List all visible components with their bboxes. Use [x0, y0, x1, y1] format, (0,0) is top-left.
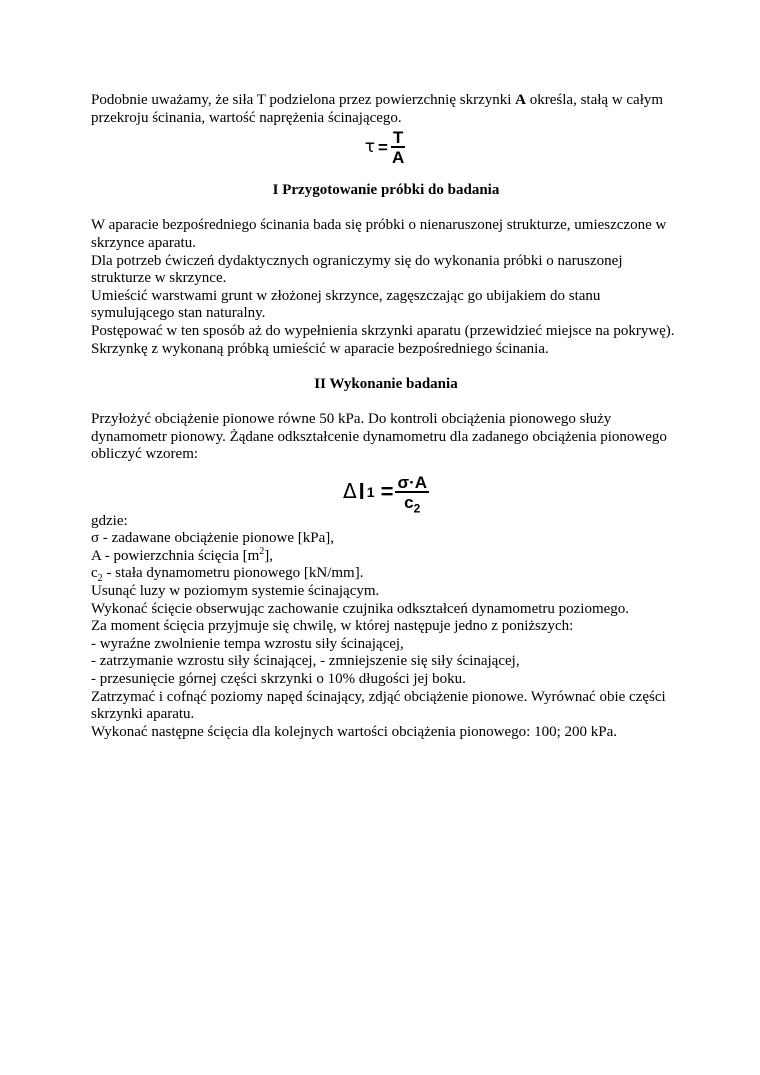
section2-line-6: - przesunięcie górnej części skrzynki o 10% długości jej boku. [91, 671, 466, 688]
tau-equals: = [377, 137, 388, 157]
section2-line-8: Wykonać następne ścięcia dla kolejnych wartości obciążenia pionowego: 100; 200 kPa. [91, 723, 618, 740]
dl-den-c: c [404, 492, 414, 512]
section2-line-4: - wyraźne zwolnienie tempa wzrostu siły ścinającej, [91, 635, 404, 652]
section1-line-4: Postępować w ten sposób aż do wypełnienia skrzynki aparatu (przewidzieć miejsce na pokrywę). [91, 322, 675, 339]
tau-denominator: A [391, 148, 405, 168]
section2-heading: II Wykonanie badania [314, 375, 458, 392]
section2-line-1: Usunąć luzy w poziomym systemie ścinającym. [91, 583, 380, 600]
section2-line-5: - zatrzymanie wzrostu siły ścinającej, - zmniejszenie się siły ścinającej, [91, 653, 520, 670]
section1-line-3: Umieścić warstwami grunt w złożonej skrzynce, zagęszczając go ubijakiem do stanu symulującego stan naturalny. [91, 287, 601, 322]
tau-symbol: τ [364, 136, 375, 157]
where-label: gdzie: [91, 512, 128, 529]
section1-line-5: Skrzynkę z wykonaną próbką umieścić w aparacie bezpośredniego ścinania. [91, 340, 549, 357]
def-area-text: A - powierzchnia ścięcia [m [91, 547, 260, 564]
dl-den-sub: 2 [413, 501, 421, 516]
tau-fraction [391, 129, 405, 166]
dl-numerator: σ·A [397, 472, 428, 492]
dl-equals: = [380, 479, 394, 505]
l-symbol: l [358, 479, 365, 505]
intro-text-a: Podobnie uważamy, że siła T podzielona przez powierzchnię skrzynki [91, 92, 516, 108]
formula-delta-l: Δ l 1 = $\frac{\sigma\cdot A}{c_2}$ [342, 472, 428, 516]
intro-text-b: określa, stałą w całym przekroju ścinania, wartość naprężenia ścinającego. [91, 92, 664, 126]
intro-bold-A: A [515, 92, 527, 108]
def-c2-text: - stała dynamometru pionowego [kN/mm]. [102, 565, 364, 582]
tau-numerator: T [392, 128, 404, 148]
formula-tau [91, 129, 681, 166]
def-area-sup: 2 [259, 545, 265, 557]
section1-line-1: W aparacie bezpośredniego ścinania bada się próbki o nienaruszonej strukturze, umieszczone w skrzynce aparatu. [91, 217, 667, 251]
section2-line-7: Zatrzymać i cofnąć poziomy napęd ścinający, zdjąć obciążenie pionowe. Wyrównać obie części skrzynki aparatu. [91, 688, 666, 723]
def-c2-sub: 2 [97, 573, 103, 585]
def-area [91, 545, 681, 566]
def-area-end: ], [264, 547, 274, 564]
dl-denominator [404, 492, 421, 516]
section2-intro: Przyłożyć obciążenie pionowe równe 50 kPa. Do kontroli obciążenia pionowego służy dynamometr pionowy. Żądane odkształcenie dynamometru dla zadanego obciążenia pionowego obliczyć wzorem: [91, 410, 667, 463]
document-body [91, 92, 681, 741]
def-sigma: σ - zadawane obciążenie pionowe [kPa], [91, 530, 334, 547]
section2-line-3: Za moment ścięcia przyjmuje się chwilę, w której następuje jedno z poniższych: [91, 618, 574, 635]
def-c2 [91, 565, 681, 583]
def-c2-letter: c [91, 565, 98, 582]
section1-line-2: Dla potrzeb ćwiczeń dydaktycznych ograniczymy się do wykonania próbki o naruszonej strukturze w skrzynce. [91, 252, 623, 287]
intro-paragraph [91, 92, 681, 127]
delta-symbol: Δ [342, 479, 357, 504]
section2-line-2: Wykonać ścięcie obserwując zachowanie czujnika odkształceń dynamometru poziomego. [91, 600, 630, 617]
dl-fraction [395, 472, 429, 516]
section1-heading: I Przygotowanie próbki do badania [272, 182, 500, 199]
